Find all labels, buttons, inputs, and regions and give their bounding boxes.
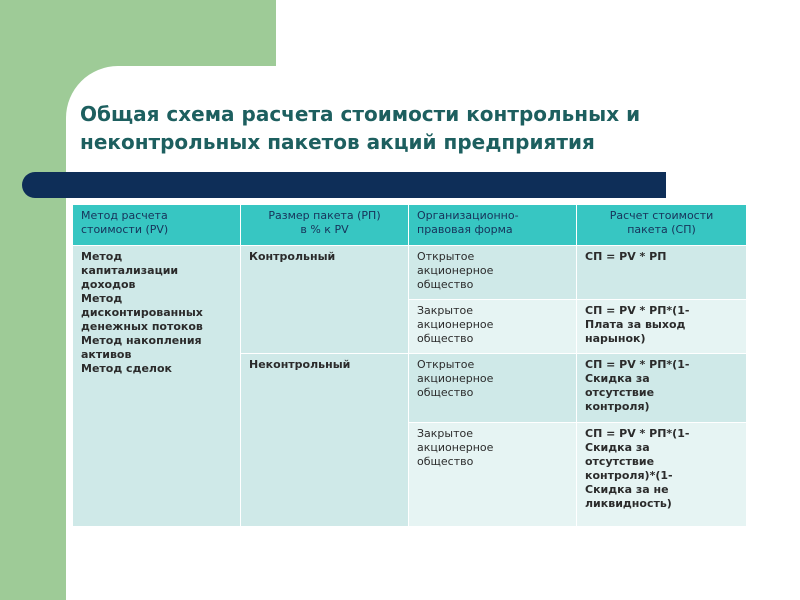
header-package-size-line-2: в % к PV bbox=[300, 223, 349, 236]
size-noncontrolling-cell bbox=[241, 354, 409, 527]
size-controlling-label: Контрольный bbox=[249, 250, 336, 263]
formula-line: контроля)*(1- bbox=[585, 469, 673, 482]
formula-line: СП = PV * РП*(1- bbox=[585, 427, 690, 440]
legal-form-line: общество bbox=[417, 332, 474, 345]
formula-line: контроля) bbox=[585, 400, 650, 413]
formula-cell bbox=[577, 423, 747, 527]
header-package-value-line-2: пакета (СП) bbox=[627, 223, 696, 236]
legal-form-line: акционерное bbox=[417, 318, 494, 331]
methods-cell bbox=[73, 246, 241, 527]
formula-cell bbox=[577, 300, 747, 354]
legal-form-line: общество bbox=[417, 455, 474, 468]
method-line: денежных потоков bbox=[81, 320, 203, 333]
method-line: Метод bbox=[81, 250, 123, 263]
formula-line: Скидка за bbox=[585, 372, 650, 385]
formula-line: ликвидность) bbox=[585, 497, 672, 510]
method-line: капитализации bbox=[81, 264, 179, 277]
header-legal-form bbox=[409, 205, 577, 246]
size-controlling-cell bbox=[241, 246, 409, 354]
formula-cell bbox=[577, 354, 747, 423]
header-method-line-1: Метод расчета bbox=[81, 209, 168, 222]
legal-form-line: Открытое bbox=[417, 358, 475, 371]
legal-form-line: общество bbox=[417, 278, 474, 291]
header-package-size-line-1: Размер пакета (РП) bbox=[268, 209, 381, 222]
legal-form-cell bbox=[409, 300, 577, 354]
method-line: доходов bbox=[81, 278, 136, 291]
legal-form-cell bbox=[409, 354, 577, 423]
header-method-line-2: стоимости (PV) bbox=[81, 223, 169, 236]
header-method bbox=[73, 205, 241, 246]
formula-line: СП = PV * РП bbox=[585, 250, 667, 263]
header-legal-form-line-2: правовая форма bbox=[417, 223, 513, 236]
formula-line: Скидка за не bbox=[585, 483, 669, 496]
legal-form-line: Закрытое bbox=[417, 304, 474, 317]
legal-form-cell bbox=[409, 423, 577, 527]
formula-cell bbox=[577, 246, 747, 300]
valuation-table bbox=[72, 204, 747, 527]
header-package-size bbox=[241, 205, 409, 246]
formula-line: Скидка за bbox=[585, 441, 650, 454]
decorative-bar bbox=[22, 172, 666, 198]
method-line: Метод сделок bbox=[81, 362, 172, 375]
method-line: активов bbox=[81, 348, 132, 361]
formula-line: нарынок) bbox=[585, 332, 646, 345]
slide-title bbox=[80, 100, 780, 156]
legal-form-cell bbox=[409, 246, 577, 300]
method-line: Метод bbox=[81, 292, 123, 305]
legal-form-line: Закрытое bbox=[417, 427, 474, 440]
legal-form-line: Открытое bbox=[417, 250, 475, 263]
title-line-1: Общая схема расчета стоимости контрольных и bbox=[80, 102, 641, 126]
header-package-value bbox=[577, 205, 747, 246]
title-line-2: неконтрольных пакетов акций предприятия bbox=[80, 130, 595, 154]
legal-form-line: акционерное bbox=[417, 264, 494, 277]
method-line: дисконтированных bbox=[81, 306, 203, 319]
method-line: Метод накопления bbox=[81, 334, 202, 347]
legal-form-line: акционерное bbox=[417, 441, 494, 454]
table-row bbox=[73, 246, 747, 300]
formula-line: отсутствие bbox=[585, 455, 655, 468]
legal-form-line: акционерное bbox=[417, 372, 494, 385]
formula-line: СП = PV * РП*(1- bbox=[585, 358, 690, 371]
size-noncontrolling-label: Неконтрольный bbox=[249, 358, 351, 371]
table-header-row bbox=[73, 205, 747, 246]
formula-line: СП = PV * РП*(1- bbox=[585, 304, 690, 317]
formula-line: Плата за выход bbox=[585, 318, 686, 331]
formula-line: отсутствие bbox=[585, 386, 655, 399]
header-package-value-line-1: Расчет стоимости bbox=[609, 209, 714, 222]
legal-form-line: общество bbox=[417, 386, 474, 399]
header-legal-form-line-1: Организационно- bbox=[417, 209, 519, 222]
